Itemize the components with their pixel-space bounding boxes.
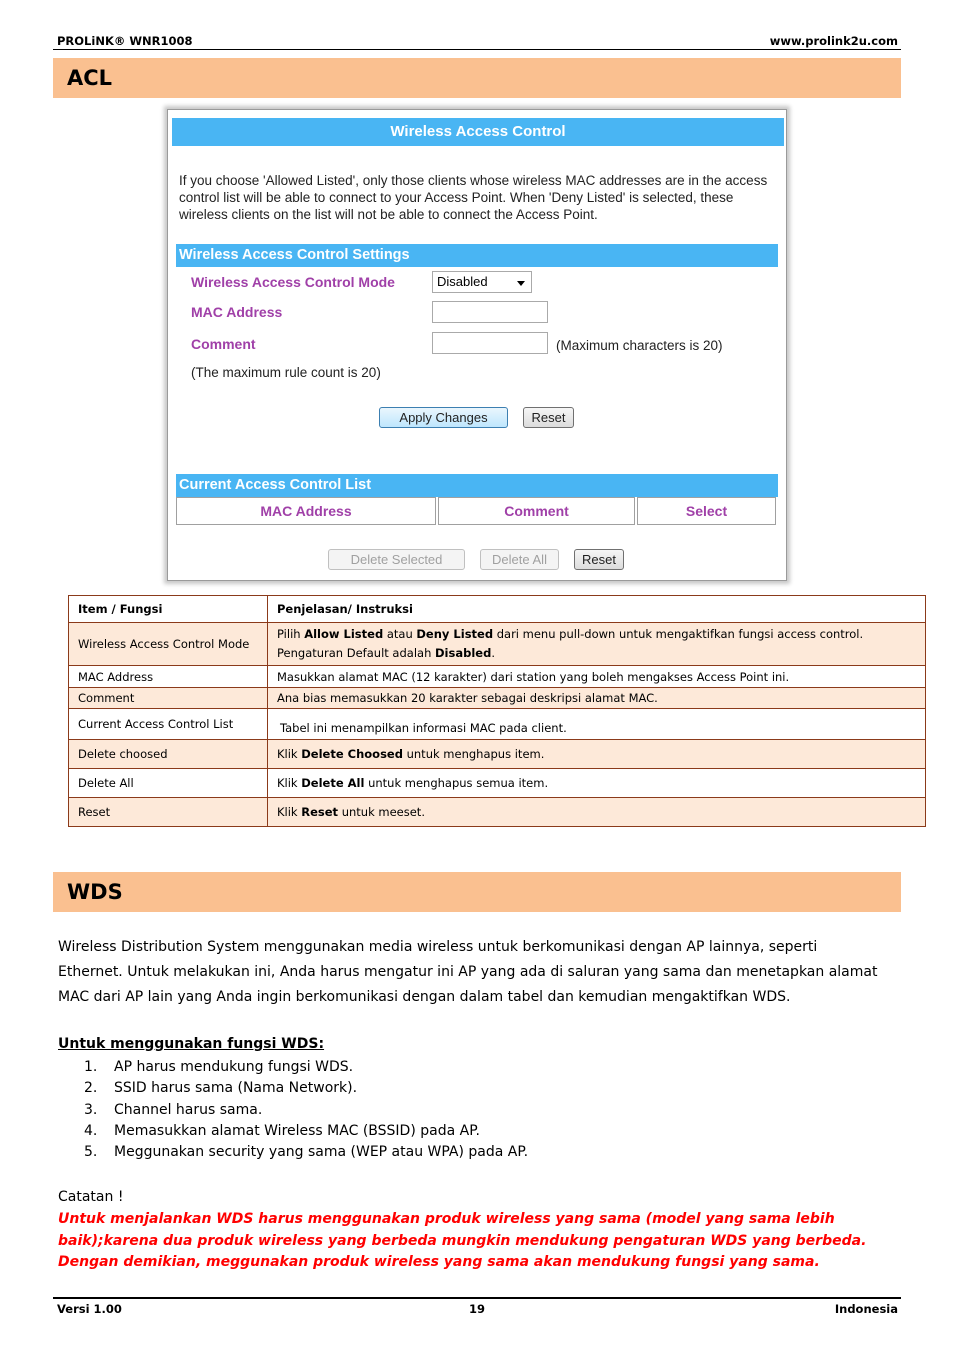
row-desc [268, 740, 926, 769]
row-desc [268, 709, 926, 740]
page-number: 19 [468, 1302, 485, 1316]
table-row [69, 769, 926, 798]
reset-button[interactable]: Reset [523, 407, 574, 428]
delete-all-button[interactable]: Delete All [480, 549, 559, 570]
desc-text: Klik [277, 747, 302, 761]
wireless-access-control-screenshot [167, 109, 787, 581]
header-divider [53, 49, 901, 50]
instruction-table [68, 595, 926, 827]
settings-title: Wireless Access Control Settings [176, 244, 778, 267]
table-row [69, 623, 926, 666]
step-text: Memasukkan alamat Wireless MAC (BSSID) pada AP. [114, 1122, 480, 1139]
wds-warning: Untuk menjalankan WDS harus menggunakan produk wireless yang sama (model yang sama lebih baik);karena dua produk wireless yang berbeda mungkin mendukung pengaturan WDS yang berbeda. Dengan demikian, meggunakan produk wireless yang sama akan mendukung fungsi yang sama. [58, 1211, 867, 1270]
row-item: Current Access Control List [69, 709, 268, 740]
wds-paragraph-line: Wireless Distribution System menggunakan media wireless untuk berkomunikasi dengan AP lainnya, seperti [58, 939, 818, 955]
desc-bold: Allow Listed [304, 627, 384, 641]
table-row [69, 740, 926, 769]
comment-label: Comment [191, 336, 256, 352]
wds-subheading: Untuk menggunakan fungsi WDS: [58, 1036, 325, 1052]
step-number: 5. [84, 1144, 98, 1161]
desc-text: untuk menghapus semua item. [364, 776, 549, 790]
row-desc [268, 769, 926, 798]
access-control-list-table [176, 497, 778, 525]
col-comment: Comment [438, 497, 635, 525]
wds-paragraph-line: MAC dari AP lain yang Anda ingin berkomunikasi dengan dalam tabel dan kemudian mengaktifkan WDS. [58, 989, 791, 1005]
step-text: AP harus mendukung fungsi WDS. [114, 1059, 354, 1075]
desc-text: atau [383, 627, 417, 641]
header-website: www.prolink2u.com [769, 34, 898, 48]
mode-value: Disabled [437, 274, 488, 289]
desc-text: dari menu pull-down untuk mengaktifkan fungsi access control. Pengaturan Default adalah [277, 627, 864, 660]
step-number: 1. [84, 1059, 98, 1075]
footer-version: Versi 1.00 [57, 1302, 122, 1316]
desc-text: untuk menghapus item. [402, 747, 545, 761]
list-title: Current Access Control List [176, 474, 778, 497]
list-item [84, 1121, 528, 1142]
desc-text: Pilih [277, 627, 305, 641]
desc-text: untuk meeset. [338, 805, 425, 819]
chevron-down-icon [517, 281, 525, 286]
section-title: ACL [67, 66, 113, 90]
step-text: Channel harus sama. [114, 1101, 263, 1118]
col-select: Select [637, 497, 776, 525]
note-label: Catatan ! [58, 1189, 124, 1205]
table-header-item: Item / Fungsi [69, 596, 268, 623]
row-desc: Masukkan alamat MAC (12 karakter) dari station yang boleh mengakses Access Point ini. [268, 666, 926, 688]
mac-label: MAC Address [191, 304, 283, 320]
table-header-desc: Penjelasan/ Instruksi [268, 596, 926, 623]
wds-paragraph-line: Ethernet. Untuk melakukan ini, Anda harus mengatur ini AP yang ada di saluran yang sama dan menetapkan alamat [58, 964, 878, 980]
mac-address-input[interactable] [432, 301, 548, 323]
reset-list-button[interactable]: Reset [574, 549, 624, 570]
section-heading-acl [53, 58, 901, 98]
mode-select[interactable] [432, 271, 532, 293]
desc-text: Klik [277, 805, 302, 819]
row-item: Reset [69, 798, 268, 827]
desc-text: . [491, 646, 495, 660]
row-item: Wireless Access Control Mode [69, 623, 268, 666]
desc-bold: Deny Listed [416, 627, 494, 641]
row-item: MAC Address [69, 666, 268, 688]
wds-steps-list [84, 1057, 528, 1163]
row-item: Delete choosed [69, 740, 268, 769]
row-item: Delete All [69, 769, 268, 798]
step-text: SSID harus sama (Nama Network). [114, 1080, 358, 1097]
comment-hint: (Maximum characters is 20) [556, 338, 723, 353]
row-desc: Ana bias memasukkan 20 karakter sebagai deskripsi alamat MAC. [268, 688, 926, 709]
step-number: 3. [84, 1101, 98, 1118]
list-item [84, 1057, 528, 1078]
desc-bold: Disabled [435, 646, 492, 660]
step-text: Meggunakan security yang sama (WEP atau WPA) pada AP. [114, 1144, 529, 1161]
row-desc [268, 798, 926, 827]
list-item [84, 1078, 528, 1099]
desc-bold: Delete Choosed [301, 747, 403, 761]
rule-count-note: (The maximum rule count is 20) [191, 365, 381, 380]
step-number: 4. [84, 1122, 98, 1139]
table-row [69, 688, 926, 709]
panel-title: Wireless Access Control [172, 118, 784, 146]
section-title: WDS [67, 880, 123, 904]
panel-intro: If you choose 'Allowed Listed', only those clients whose wireless MAC addresses are in the access control list will be able to connect to your Access Point. When 'Deny Listed' is selected, these wireless clients on the list will not be able to connect the Access Point. [179, 173, 768, 222]
header-product: PROLiNK® WNR1008 [57, 34, 193, 48]
table-header-row [69, 596, 926, 623]
footer-language: Indonesia [834, 1302, 898, 1316]
delete-selected-button[interactable]: Delete Selected [328, 549, 465, 570]
footer-divider [53, 1297, 901, 1299]
col-mac-address: MAC Address [176, 497, 436, 525]
section-heading-wds [53, 872, 901, 912]
comment-input[interactable] [432, 332, 548, 354]
table-row [69, 798, 926, 827]
mode-label: Wireless Access Control Mode [191, 274, 395, 290]
apply-changes-button[interactable]: Apply Changes [379, 407, 508, 428]
desc-text: Tabel ini menampilkan informasi MAC pada client. [280, 720, 567, 735]
desc-text: Klik [277, 776, 302, 790]
table-row [69, 666, 926, 688]
row-desc [268, 623, 926, 666]
desc-bold: Reset [301, 805, 339, 819]
list-item [84, 1100, 528, 1121]
row-item: Comment [69, 688, 268, 709]
table-row [69, 709, 926, 740]
desc-bold: Delete All [301, 776, 365, 790]
list-item [84, 1142, 528, 1163]
step-number: 2. [84, 1080, 98, 1097]
